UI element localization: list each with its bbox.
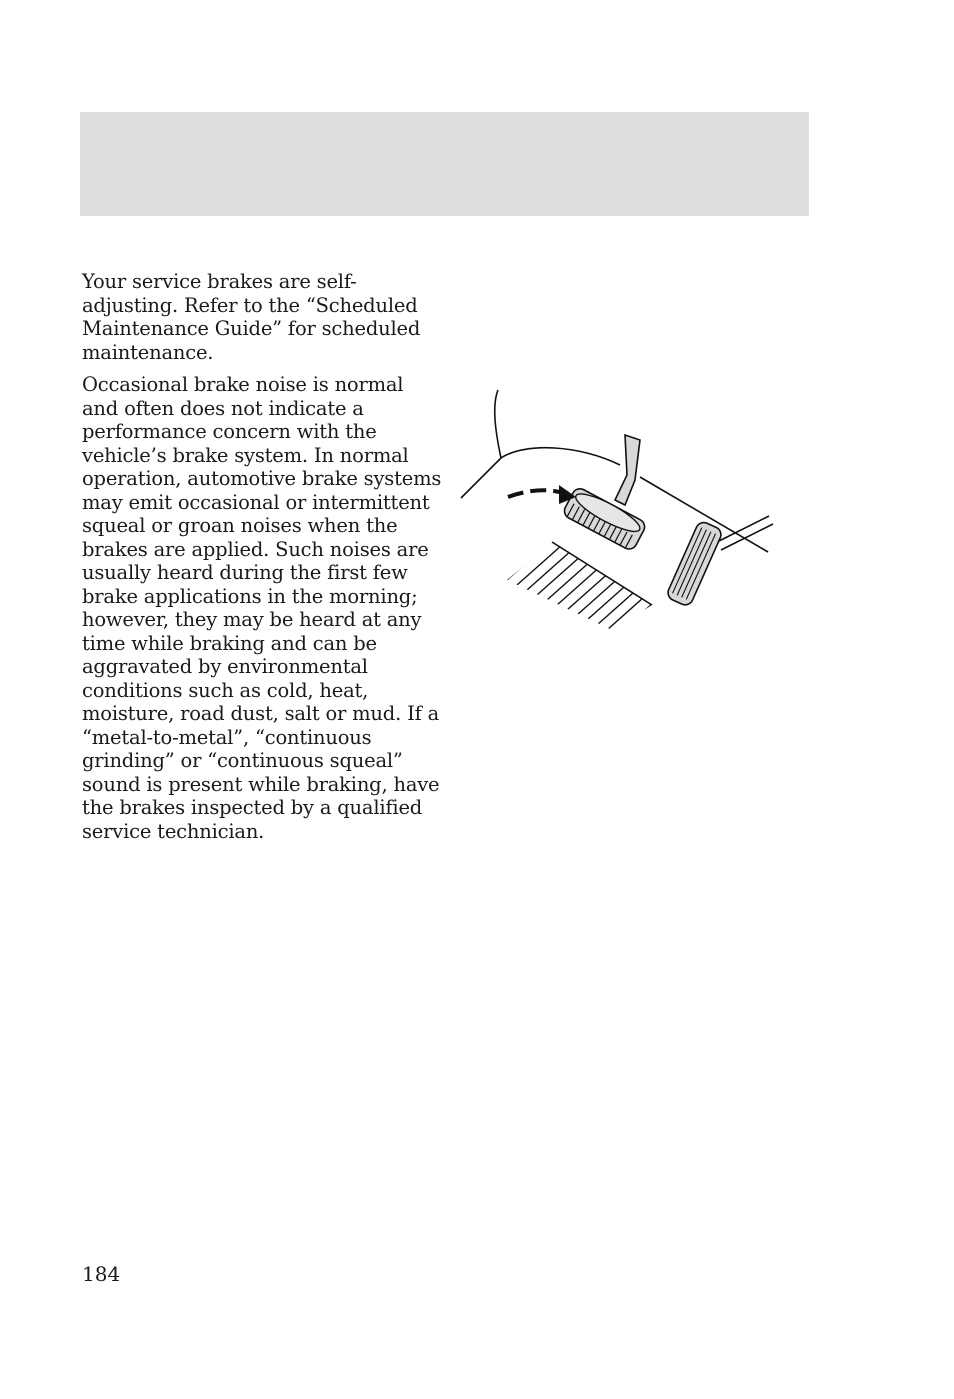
paragraph-brake-noise: Occasional brake noise is normal and often does not indicate a performance concern with the vehicle’s brake system. In normal operation, automotive brake systems may emit occasional or intermittent squeal or groan noises when the brakes are applied. Such noises are usually heard during the first few brake applications in the morning; however, they may be heard at any time while braking and can be aggravated by environmental conditions such as cold, heat, moisture, road dust, salt or mud. If a “metal-to-metal”, “continuous grinding” or “continuous squeal” sound is present while braking, have the brakes inspected by a qualified service technician. — [82, 373, 442, 843]
brake-pedal-illustration-icon — [455, 380, 785, 640]
body-text — [82, 270, 442, 852]
page-number: 184 — [82, 1262, 121, 1286]
paragraph-self-adjusting: Your service brakes are self-adjusting. Refer to the “Scheduled Maintenance Guide” for scheduled maintenance. — [82, 270, 421, 364]
section-header-band — [80, 112, 809, 216]
